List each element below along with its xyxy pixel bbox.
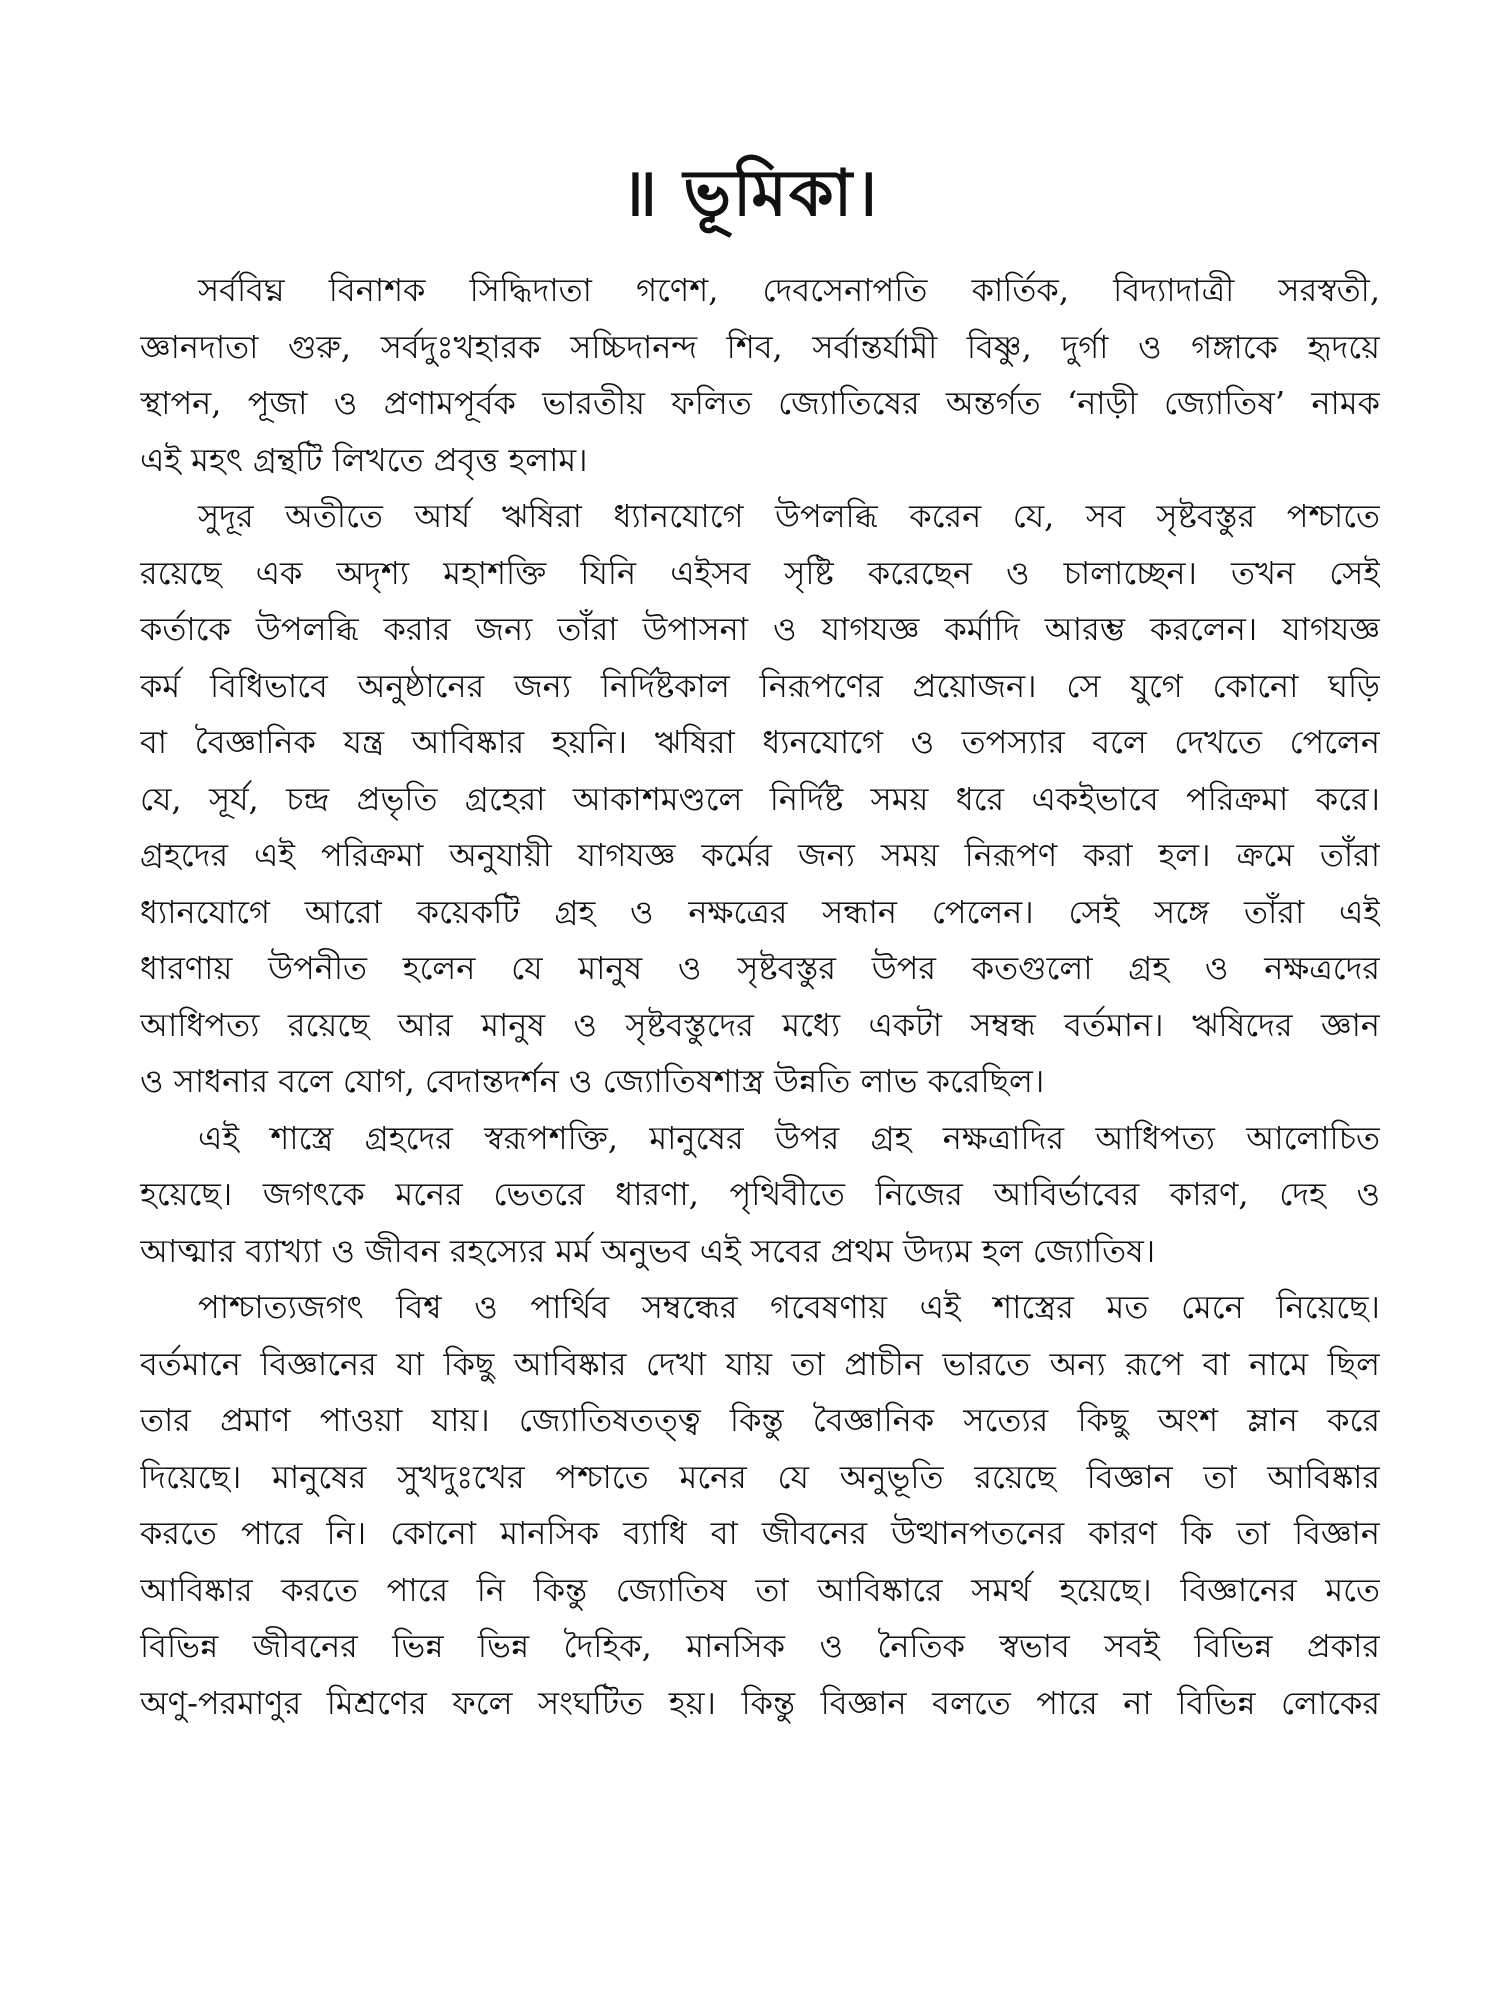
text-line: গ্রহদের এই পরিক্রমা অনুযায়ী যাগযজ্ঞ কর্মের জন্য সময় নিরূপণ করা হল। ক্রমে তাঁরা: [140, 836, 1380, 874]
text-line: পাশ্চাত্যজগৎ বিশ্ব ও পার্থিব সম্বন্ধের গবেষণায় এই শাস্ত্রের মত মেনে নিয়েছে।: [198, 1288, 1380, 1326]
text-line: এই শাস্ত্রে গ্রহদের স্বরূপশক্তি, মানুষের উপর গ্রহ নক্ষত্রাদির আধিপত্য আলোচিত: [198, 1118, 1380, 1157]
page-title: ॥ ভূমিকা।: [620, 156, 880, 231]
text-line: অণু-পরমাণুর মিশ্রণের ফলে সংঘটিত হয়। কিন্তু বিজ্ঞান বলতে পারে না বিভিন্ন লোকের: [140, 1683, 1380, 1722]
text-line: ধ্যানযোগে আরো কয়েকটি গ্রহ ও নক্ষত্রের সন্ধান পেলেন। সেই সঙ্গে তাঁরা এই: [140, 892, 1380, 931]
text-line: ও সাধনার বলে যোগ, বেদান্তদর্শন ও জ্যোতিষশাস্ত্র উন্নতি লাভ করেছিল।: [140, 1062, 1045, 1100]
text-line: দিয়েছে। মানুষের সুখদুঃখের পশ্চাতে মনের যে অনুভূতি রয়েছে বিজ্ঞান তা আবিষ্কার: [140, 1457, 1380, 1496]
text-line: হয়েছে। জগৎকে মনের ভেতরে ধারণা, পৃথিবীতে নিজের আবির্ভাবের কারণ, দেহ ও: [140, 1175, 1380, 1213]
text-line: বা বৈজ্ঞানিক যন্ত্র আবিষ্কার হয়নি। ঋষিরা ধ্যনযোগে ও তপস্যার বলে দেখতে পেলেন: [140, 723, 1380, 761]
text-line: রয়েছে এক অদৃশ্য মহাশক্তি যিনি এইসব সৃষ্টি করেছেন ও চালাচ্ছেন। তখন সেই: [140, 553, 1380, 592]
text-line: আধিপত্য রয়েছে আর মানুষ ও সৃষ্টবস্তুদের মধ্যে একটা সম্বন্ধ বর্তমান। ঋষিদের জ্ঞান: [140, 1005, 1380, 1044]
text-line: যে, সূর্য, চন্দ্র প্রভৃতি গ্রহেরা আকাশমণ্ডলে নির্দিষ্ট সময় ধরে একইভাবে পরিক্রমা করে।: [140, 779, 1380, 818]
text-line: সুদূর অতীতে আর্য ঋষিরা ধ্যানযোগে উপলব্ধি করেন যে, সব সৃষ্টবস্তুর পশ্চাতে: [198, 497, 1380, 535]
text-line: ধারণায় উপনীত হলেন যে মানুষ ও সৃষ্টবস্তুর উপর কতগুলো গ্রহ ও নক্ষত্রদের: [140, 949, 1380, 987]
text-line: বিভিন্ন জীবনের ভিন্ন ভিন্ন দৈহিক, মানসিক ও নৈতিক স্বভাব সবই বিভিন্ন প্রকার: [140, 1627, 1380, 1665]
text-line: তার প্রমাণ পাওয়া যায়। জ্যোতিষতত্ত্ব কিন্তু বৈজ্ঞানিক সত্যের কিছু অংশ ম্লান করে: [140, 1401, 1380, 1439]
text-line: করতে পারে নি। কোনো মানসিক ব্যাধি বা জীবনের উত্থানপতনের কারণ কি তা বিজ্ঞান: [140, 1514, 1380, 1552]
body-text: [140, 262, 1380, 1731]
text-line: স্থাপন, পূজা ও প্রণামপূর্বক ভারতীয় ফলিত জ্যোতিষের অন্তর্গত ‘নাড়ী জ্যোতিষ’ নামক: [140, 384, 1380, 422]
text-line: বর্তমানে বিজ্ঞানের যা কিছু আবিষ্কার দেখা যায় তা প্রাচীন ভারতে অন্য রূপে বা নামে ছিল: [140, 1344, 1380, 1383]
text-line: কর্তাকে উপলব্ধি করার জন্য তাঁরা উপাসনা ও যাগযজ্ঞ কর্মাদি আরম্ভ করলেন। যাগযজ্ঞ: [140, 610, 1380, 648]
text-line: এই মহৎ গ্রন্থটি লিখতে প্রবৃত্ত হলাম।: [140, 440, 588, 479]
text-line: আবিষ্কার করতে পারে নি কিন্তু জ্যোতিষ তা আবিষ্কারে সমর্থ হয়েছে। বিজ্ঞানের মতে: [140, 1570, 1380, 1609]
text-line: সর্ববিঘ্ন বিনাশক সিদ্ধিদাতা গণেশ, দেবসেনাপতি কার্তিক, বিদ্যাদাত্রী সরস্বতী,: [198, 271, 1380, 309]
text-line: জ্ঞানদাতা গুরু, সর্বদুঃখহারক সচ্চিদানন্দ শিব, সর্বান্তর্যামী বিষ্ণু, দুর্গা ও গঙ্গাকে হৃদয়ে: [140, 327, 1380, 366]
text-line: আত্মার ব্যাখ্যা ও জীবন রহস্যের মর্ম অনুভব এই সবের প্রথম উদ্যম হল জ্যোতিষ।: [140, 1231, 1156, 1270]
text-line: কর্ম বিধিভাবে অনুষ্ঠানের জন্য নির্দিষ্টকাল নিরূপণের প্রয়োজন। সে যুগে কোনো ঘড়ি: [140, 666, 1380, 705]
